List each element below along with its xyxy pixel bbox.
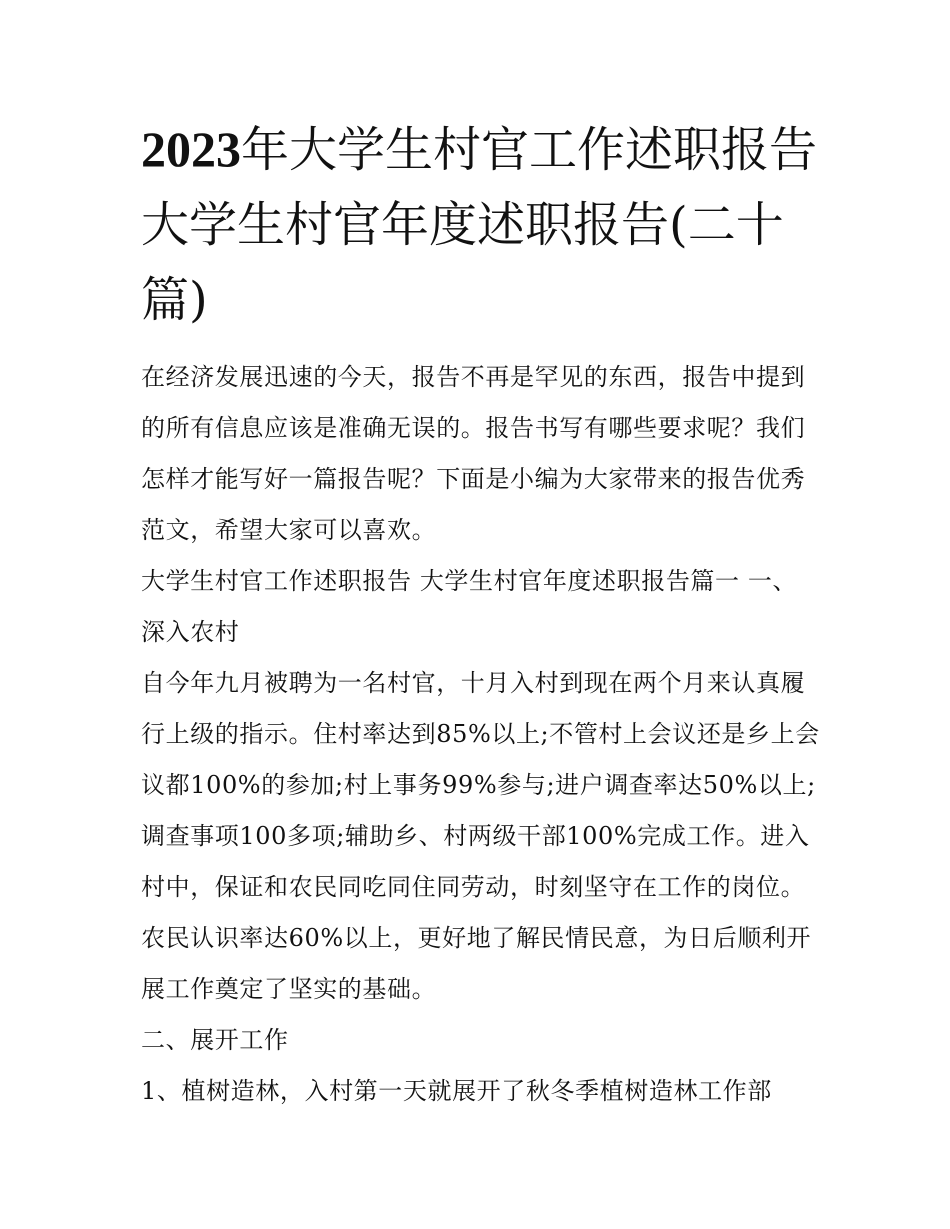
document-body bbox=[141, 352, 821, 1117]
section-heading-paragraph: 大学生村官工作述职报告 大学生村官年度述职报告篇一 一、深入农村 bbox=[141, 567, 798, 646]
body-paragraph: 自今年九月被聘为一名村官，十月入村到现在两个月来认真履行上级的指示。住村率达到85%以上;不管村上会议还是乡上会议都100%的参加;村上事务99%参与;进户调查率达50%以上;调查事项100多项;辅助乡、村两级干部100%完成工作。进入村中，保证和农民同吃同住同劳动，时刻坚守在工作的岗位。农民认识率达60%以上，更好地了解民情民意，为日后顺利开展工作奠定了坚实的基础。 bbox=[141, 669, 820, 1003]
title-year: 2023 bbox=[141, 121, 241, 177]
title-text: 年大学生村官工作述职报告 大学生村官年度述职报告(二十篇) bbox=[141, 122, 818, 328]
list-item: 1、植树造林，入村第一天就展开了秋冬季植树造林工作部 bbox=[141, 1077, 772, 1105]
section-heading: 二、展开工作 bbox=[141, 1026, 289, 1054]
document-title bbox=[141, 112, 831, 338]
intro-paragraph: 在经济发展迅速的今天，报告不再是罕见的东西，报告中提到的所有信息应该是准确无误的。报告书写有哪些要求呢？我们怎样才能写好一篇报告呢？下面是小编为大家带来的报告优秀范文，希望大家可以喜欢。 bbox=[141, 363, 806, 544]
